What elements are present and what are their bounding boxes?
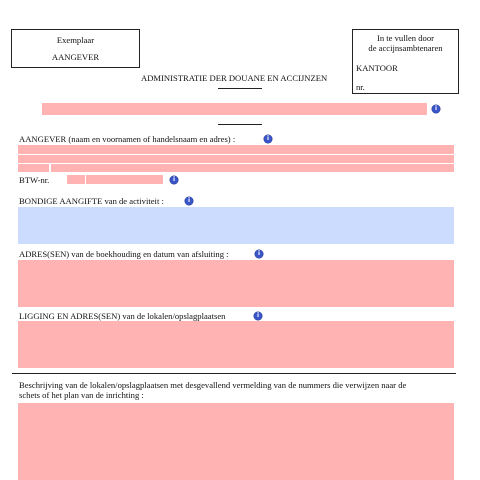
btw-label: BTW-nr. — [19, 175, 50, 185]
kantoor-nr-label: nr. — [356, 82, 365, 92]
btw-prefix-input[interactable] — [67, 175, 85, 184]
aangever-city-input[interactable] — [51, 164, 454, 172]
ligging-textarea[interactable] — [18, 321, 454, 368]
beschrijving-label-line1: Beschrijving van de lokalen/opslagplaatsen met desgevallend vermelding van de nummers die verwijzen naar de — [19, 380, 407, 390]
kantoor-label: KANTOOR — [356, 63, 398, 73]
office-note-line1: In te vullen door — [376, 33, 435, 43]
office-box — [352, 29, 459, 94]
aangever-name-input[interactable] — [18, 145, 454, 154]
info-icon[interactable]: i — [254, 312, 262, 320]
page-title: ADMINISTRATIE DER DOUANE EN ACCIJNZEN — [141, 73, 328, 83]
office-reference-input[interactable] — [42, 103, 427, 115]
aangever-copy-label: AANGEVER — [51, 52, 100, 62]
aangever-postcode-input[interactable] — [18, 164, 49, 172]
ligging-label: LIGGING EN ADRES(SEN) van de lokalen/opslagplaatsen — [19, 311, 226, 321]
info-icon[interactable]: i — [255, 250, 263, 258]
aangifte-textarea[interactable] — [18, 207, 454, 244]
title-underline — [218, 88, 262, 89]
beschrijving-textarea[interactable] — [18, 403, 454, 480]
info-icon[interactable]: i — [185, 197, 193, 205]
office-note-line2: de accijnsambtenaren — [368, 43, 443, 53]
info-icon[interactable]: i — [264, 135, 272, 143]
aangever-label: AANGEVER (naam en voornamen of handelsnaam en adres) : — [19, 134, 236, 144]
exemplaar-box — [11, 29, 140, 68]
adressen-label: ADRES(SEN) van de boekhouding en datum van afsluiting : — [19, 249, 229, 259]
info-icon[interactable]: i — [432, 105, 440, 113]
aangever-address-input[interactable] — [18, 155, 454, 163]
section-divider — [218, 124, 262, 125]
btw-number-input[interactable] — [86, 175, 163, 184]
adressen-textarea[interactable] — [18, 260, 454, 307]
exemplaar-label: Exemplaar — [56, 35, 95, 45]
section-rule — [12, 373, 456, 374]
aangifte-label: BONDIGE AANGIFTE van de activiteit : — [19, 196, 164, 206]
info-icon[interactable]: i — [170, 176, 178, 184]
beschrijving-label-line2: schets of het plan van de inrichting : — [19, 390, 144, 400]
